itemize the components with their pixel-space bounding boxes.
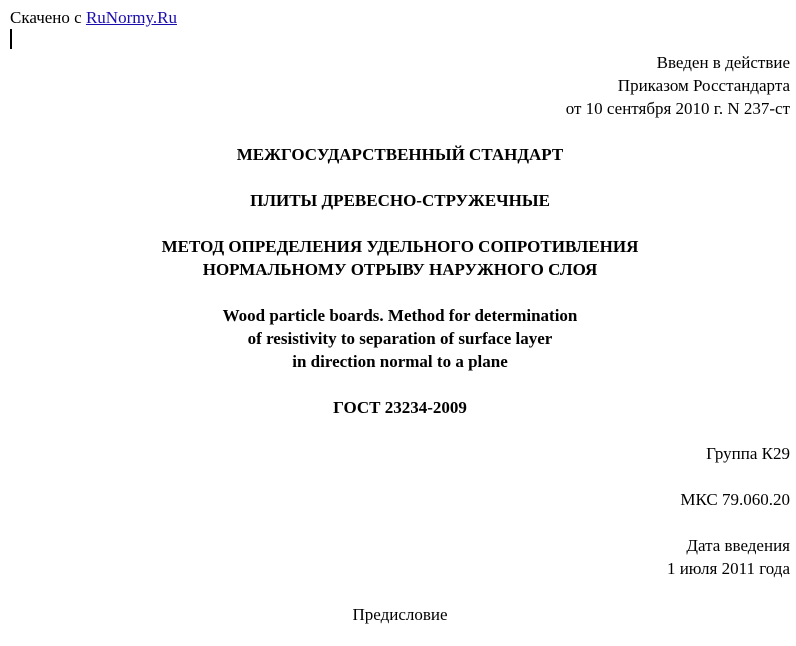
method-heading — [0, 235, 796, 281]
source-line — [10, 6, 177, 29]
source-link[interactable]: RuNormy.Ru — [85, 8, 177, 27]
introduction-date-value: 1 июля 2011 года — [666, 559, 790, 578]
group-label: Группа К29 — [706, 444, 790, 463]
english-title-line-2: of resistivity to separation of surface layer — [247, 329, 553, 348]
method-heading-line-1: МЕТОД ОПРЕДЕЛЕНИЯ УДЕЛЬНОГО СОПРОТИВЛЕНИЯ — [161, 237, 639, 256]
english-title — [0, 304, 796, 373]
subject-heading: ПЛИТЫ ДРЕВЕСНО-СТРУЖЕЧНЫЕ — [250, 191, 550, 210]
foreword-heading: Предисловие — [352, 605, 448, 624]
introduction-date-label: Дата введения — [686, 536, 790, 555]
enactment-line-2: Приказом Росстандарта — [617, 76, 790, 95]
text-cursor — [10, 29, 12, 49]
english-title-line-1: Wood particle boards. Method for determination — [222, 306, 578, 325]
enactment-line-3: от 10 сентября 2010 г. N 237-ст — [565, 99, 790, 118]
english-title-line-3: in direction normal to a plane — [292, 352, 508, 371]
standard-code: ГОСТ 23234-2009 — [333, 398, 467, 417]
standard-type-heading: МЕЖГОСУДАРСТВЕННЫЙ СТАНДАРТ — [236, 145, 564, 164]
enactment-line-1: Введен в действие — [656, 53, 790, 72]
mks-code: МКС 79.060.20 — [680, 490, 790, 509]
enactment-block — [566, 51, 790, 120]
introduction-date — [667, 534, 790, 580]
method-heading-line-2: НОРМАЛЬНОМУ ОТРЫВУ НАРУЖНОГО СЛОЯ — [202, 260, 598, 279]
source-prefix: Скачено с — [10, 8, 82, 27]
